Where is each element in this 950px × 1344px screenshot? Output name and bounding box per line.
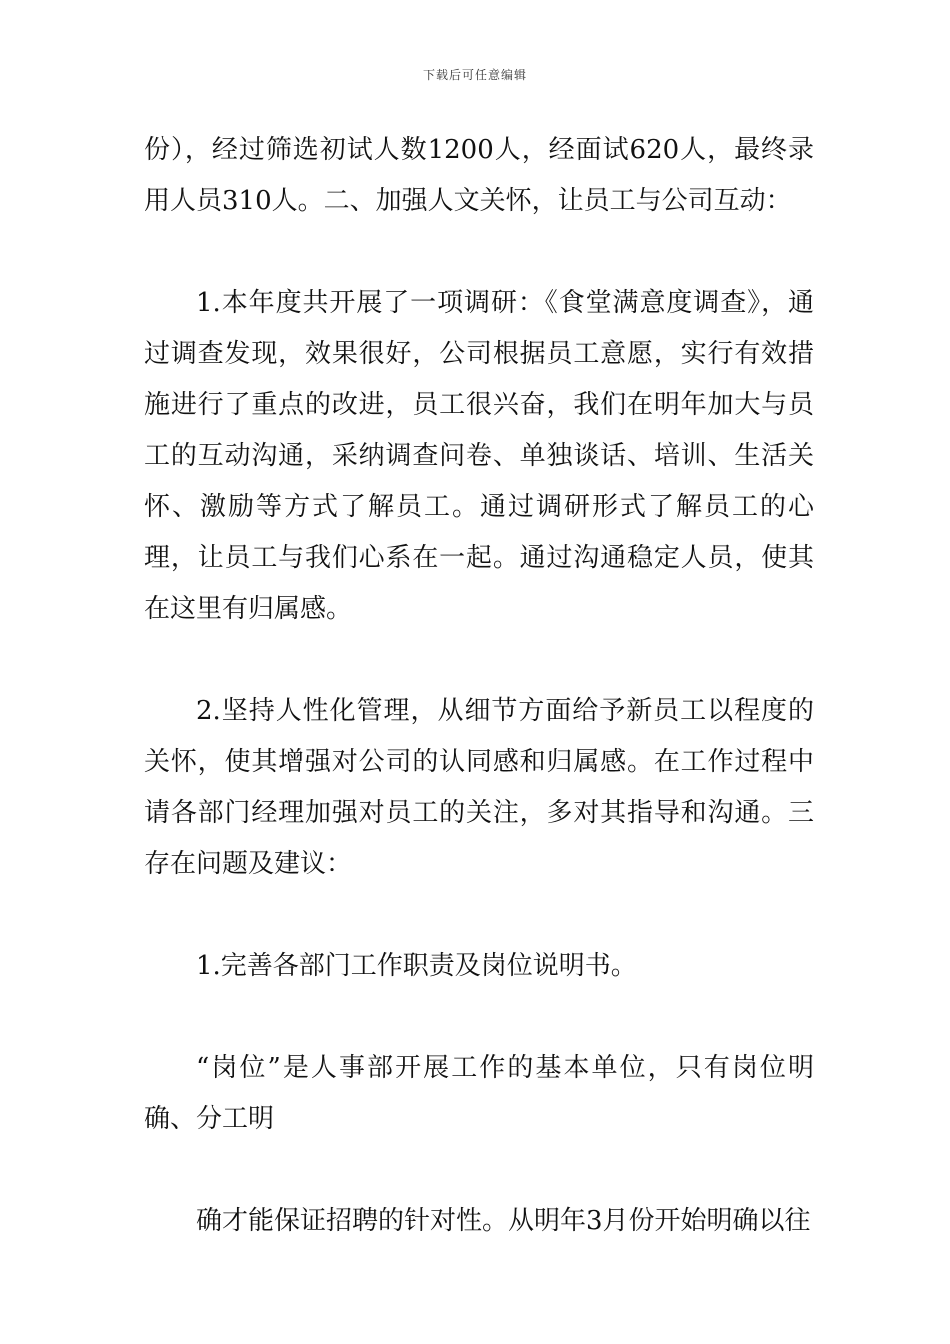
document-body	[144, 125, 814, 1247]
paragraph-recruitment-targeting: 确才能保证招聘的针对性。从明年3月份开始明确以往	[196, 1206, 811, 1236]
page-header-note: 下载后可任意编辑	[422, 68, 527, 82]
paragraph-humanized-management: 2.坚持人性化管理，从细节方面给予新员工以程度的关怀，使其增强对公司的认同感和归属感。在工作过程中请各部门经理加强对员工的关注，多对其指导和沟通。三存在问题及建议：	[144, 696, 814, 879]
paragraph-recruitment-stats: 份），经过筛选初试人数1200人，经面试620人，最终录用人员310人。二、加强人文关怀，让员工与公司互动：	[144, 135, 814, 216]
paragraph-position-definition: “岗位”是人事部开展工作的基本单位，只有岗位明确、分工明	[144, 1053, 814, 1134]
paragraph-job-descriptions: 1.完善各部门工作职责及岗位说明书。	[196, 951, 637, 981]
paragraph-survey: 1.本年度共开展了一项调研：《食堂满意度调查》，通过调查发现，效果很好，公司根据员工意愿，实行有效措施进行了重点的改进，员工很兴奋，我们在明年加大与员工的互动沟通，采纳调查问卷、单独谈话、培训、生活关怀、激励等方式了解员工。通过调研形式了解员工的心理，让员工与我们心系在一起。通过沟通稳定人员，使其在这里有归属感。	[144, 288, 814, 624]
